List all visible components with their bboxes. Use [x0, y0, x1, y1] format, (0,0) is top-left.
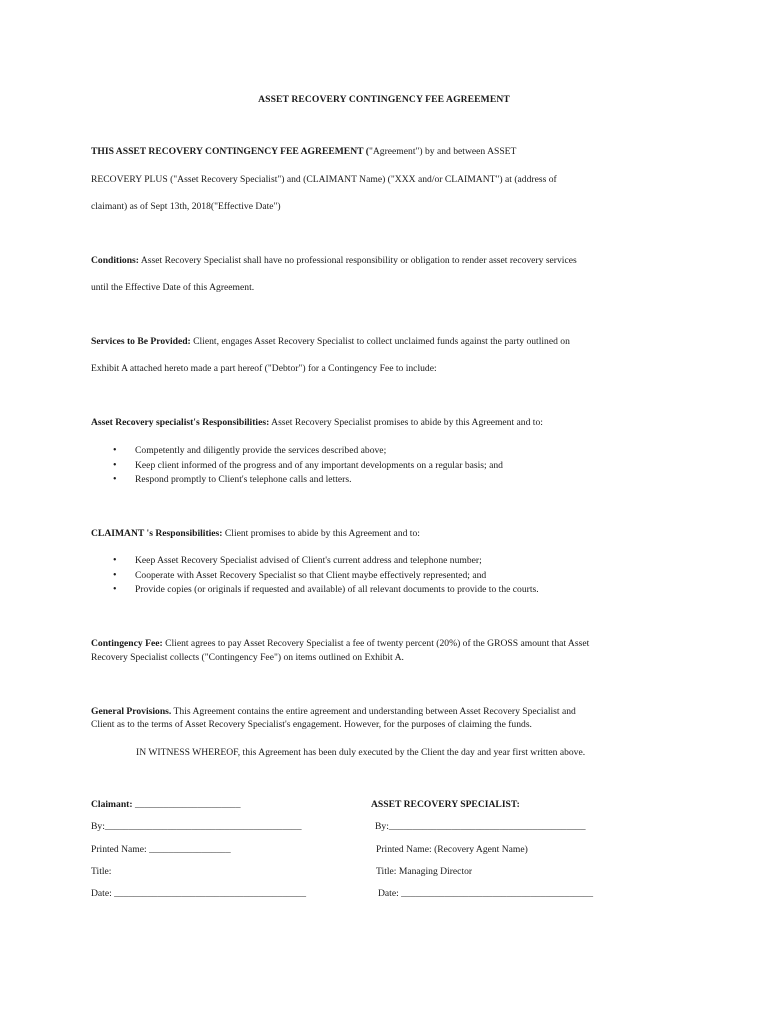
claimant-by-line[interactable]: By:_________________________________________	[91, 821, 302, 832]
specialist-responsibilities-heading: Asset Recovery specialist's Responsibilities:	[91, 417, 270, 428]
specialist-title-line: Title: Managing Director	[376, 866, 473, 877]
specialist-printed-name-line: Printed Name: (Recovery Agent Name)	[376, 844, 528, 855]
general-provisions-line-2: Client as to the terms of Asset Recovery Specialist's engagement. However, for the purposes of claiming the funds.	[91, 719, 532, 730]
list-item: • Respond promptly to Client's telephone calls and letters.	[113, 473, 503, 488]
claimant-date-line[interactable]: Date: ________________________________________	[91, 888, 307, 899]
list-item: • Cooperate with Asset Recovery Specialist so that Client maybe effectively represented; and	[113, 569, 539, 584]
conditions-line-2: until the Effective Date of this Agreement.	[91, 282, 255, 293]
list-item: • Competently and diligently provide the services described above;	[113, 444, 503, 459]
services-line-2: Exhibit A attached hereto made a part hereof ("Debtor") for a Contingency Fee to include:	[91, 363, 437, 374]
contingency-fee-line-1	[91, 638, 589, 649]
claimant-title-line: Title:	[91, 866, 112, 877]
conditions-heading: Conditions:	[91, 255, 139, 266]
intro-bold: THIS ASSET RECOVERY CONTINGENCY FEE AGREEMENT (	[91, 146, 369, 157]
list-item: • Keep client informed of the progress and of any important developments on a regular basis; and	[113, 459, 503, 474]
claimant-responsibilities-intro	[91, 528, 420, 539]
conditions-line-1	[91, 255, 577, 266]
specialist-signature-heading: ASSET RECOVERY SPECIALIST:	[371, 799, 520, 810]
witness-statement: IN WITNESS WHEREOF, this Agreement has been duly executed by the Client the day and year first written above.	[136, 747, 586, 758]
services-line-1	[91, 336, 570, 347]
claimant-printed-name-line[interactable]: Printed Name: _________________	[91, 844, 231, 855]
specialist-responsibilities-intro	[91, 417, 543, 428]
list-item: • Provide copies (or originals if requested and available) of all relevant documents to provide to the courts.	[113, 583, 539, 598]
general-provisions-text: This Agreement contains the entire agreement and understanding between Asset Recovery Specialist and	[171, 706, 576, 717]
specialist-responsibilities-list	[113, 444, 503, 488]
claimant-blank[interactable]: ______________________	[134, 799, 241, 810]
intro-line-3: claimant) as of Sept 13th, 2018("Effective Date")	[91, 201, 281, 212]
claimant-responsibilities-heading: CLAIMANT 's Responsibilities:	[91, 528, 223, 539]
claimant-label: Claimant:	[91, 799, 133, 810]
contingency-fee-line-2: Recovery Specialist collects ("Contingency Fee") on items outlined on Exhibit A.	[91, 652, 404, 663]
claimant-signature-line	[91, 799, 241, 810]
specialist-date-line[interactable]: Date: ________________________________________	[378, 888, 594, 899]
claimant-responsibilities-text: Client promises to abide by this Agreement and to:	[222, 528, 420, 539]
intro-line-1	[91, 146, 516, 157]
intro-line-2: RECOVERY PLUS ("Asset Recovery Specialist") and (CLAIMANT Name) ("XXX and/or CLAIMANT") at (address of	[91, 174, 557, 185]
services-text: Client, engages Asset Recovery Specialist to collect unclaimed funds against the party outlined on	[190, 336, 570, 347]
document-title: ASSET RECOVERY CONTINGENCY FEE AGREEMENT	[258, 94, 510, 105]
list-item: • Keep Asset Recovery Specialist advised of Client's current address and telephone number;	[113, 554, 539, 569]
general-provisions-line-1	[91, 706, 576, 717]
contingency-fee-text: Client agrees to pay Asset Recovery Specialist a fee of twenty percent (20%) of the GROSS amount that Asset	[162, 638, 590, 649]
specialist-responsibilities-text: Asset Recovery Specialist promises to abide by this Agreement and to:	[269, 417, 543, 428]
specialist-by-line[interactable]: By:_________________________________________	[375, 821, 586, 832]
general-provisions-heading: General Provisions.	[91, 706, 172, 717]
claimant-responsibilities-list	[113, 554, 539, 598]
conditions-text: Asset Recovery Specialist shall have no professional responsibility or obligation to render asset recovery services	[138, 255, 577, 266]
contingency-fee-heading: Contingency Fee:	[91, 638, 163, 649]
intro-rest: by and between ASSET	[422, 146, 517, 157]
intro-quote: "Agreement")	[368, 146, 423, 157]
services-heading: Services to Be Provided:	[91, 336, 191, 347]
